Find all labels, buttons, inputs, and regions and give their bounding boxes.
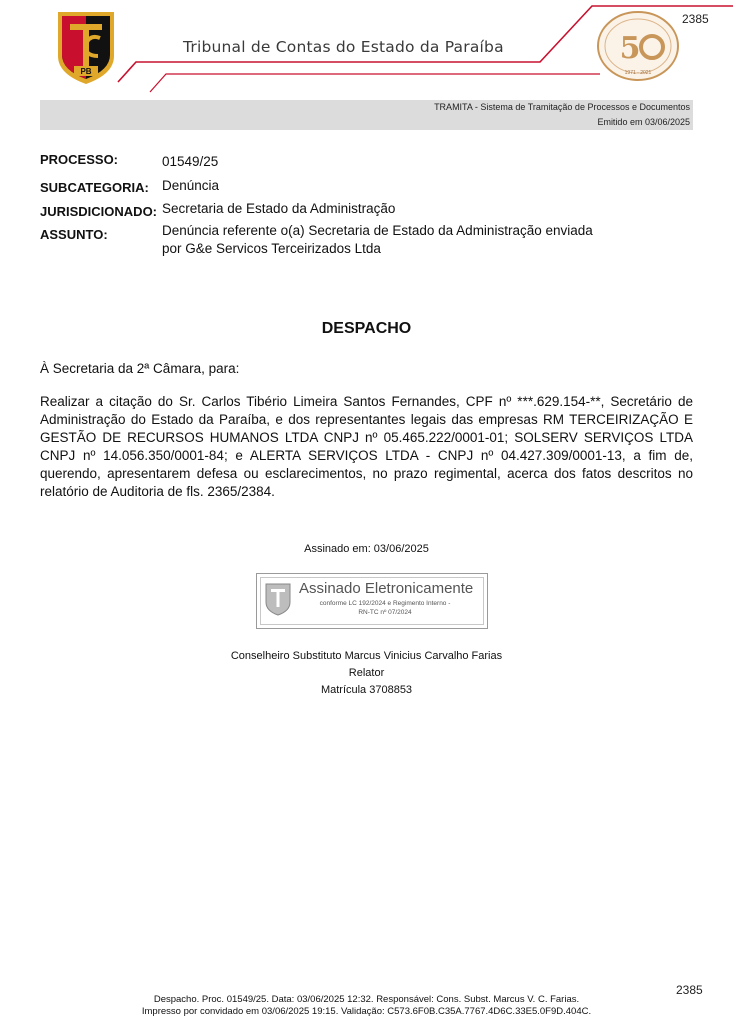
processo-label: PROCESSO: <box>40 152 119 167</box>
footer-line2: Impresso por convidado em 03/06/2025 19:15. Validação: C573.6F0B.C35A.7767.4D6C.33E5.0F9D.404C. <box>141 1006 592 1017</box>
footer-line1: Despacho. Proc. 01549/25. Data: 03/06/2025 12:32. Responsável: Cons. Subst. Marcus V. C. Farias. <box>153 994 580 1005</box>
jurisdicionado-value: Secretaria de Estado da Administração <box>162 201 396 216</box>
document-body: Realizar a citação do Sr. Carlos Tibério Limeira Santos Fernandes, CPF nº ***.629.154-**, Secretário de Administração do Estado da Paraíba, e dos representantes legais das empresas RM TERCEIRIZAÇÃO E GESTÃO DE RECURSOS HUMANOS LTDA CNPJ nº 05.465.222/0001-01; SOLSERV SERVIÇOS LTDA CNPJ nº 14.056.350/0001-84; e ALERTA SERVIÇOS LTDA - CNPJ nº 04.427.309/0001-13, a fim de, querendo, apresentarem defesa ou esclarecimentos, no prazo regimental, acerca dos fatos descritos no relatório de Auditoria de fls. 2365/2384. <box>40 394 693 499</box>
signed-date: Assinado em: 03/06/2025 <box>304 543 429 555</box>
stamp-line2: RN-TC nº 07/2024 <box>358 609 412 616</box>
stamp-shield-icon <box>264 582 292 616</box>
processo-value: 01549/25 <box>162 154 219 169</box>
assunto-label: ASSUNTO: <box>40 227 108 242</box>
addressee: À Secretaria da 2ª Câmara, para: <box>40 361 240 376</box>
anniversary-seal <box>596 10 680 82</box>
footer-page-number: 2385 <box>676 983 703 997</box>
svg-text:PB: PB <box>80 67 92 76</box>
subcategoria-label: SUBCATEGORIA: <box>40 180 149 195</box>
svg-text:5: 5 <box>619 31 641 66</box>
signer-name: Conselheiro Substituto Marcus Vinicius Carvalho Farias <box>230 650 503 662</box>
document-title: DESPACHO <box>321 320 412 337</box>
jurisdicionado-label: JURISDICIONADO: <box>40 204 158 219</box>
signer-registration: Matrícula 3708853 <box>320 684 413 696</box>
svg-text:1971 - 2021: 1971 - 2021 <box>624 70 652 76</box>
stamp-line1: conforme LC 192/2024 e Regimento Interno - <box>319 600 451 607</box>
issued-date: Emitido em 03/06/2025 <box>597 117 690 127</box>
system-name: TRAMITA - Sistema de Tramitação de Processos e Documentos <box>434 102 690 112</box>
signer-role: Relator <box>348 667 385 679</box>
assunto-value-line2: por G&e Servicos Terceirizados Ltda <box>162 241 381 256</box>
institution-name: Tribunal de Contas do Estado da Paraíba <box>183 38 504 56</box>
header-page-number: 2385 <box>682 12 709 26</box>
assunto-value-line1: Denúncia referente o(a) Secretaria de Estado da Administração enviada <box>162 223 593 238</box>
subcategoria-value: Denúncia <box>162 178 220 193</box>
tce-pb-logo <box>50 8 122 86</box>
stamp-title: Assinado Eletronicamente <box>299 580 474 597</box>
electronic-signature-stamp <box>256 573 488 629</box>
